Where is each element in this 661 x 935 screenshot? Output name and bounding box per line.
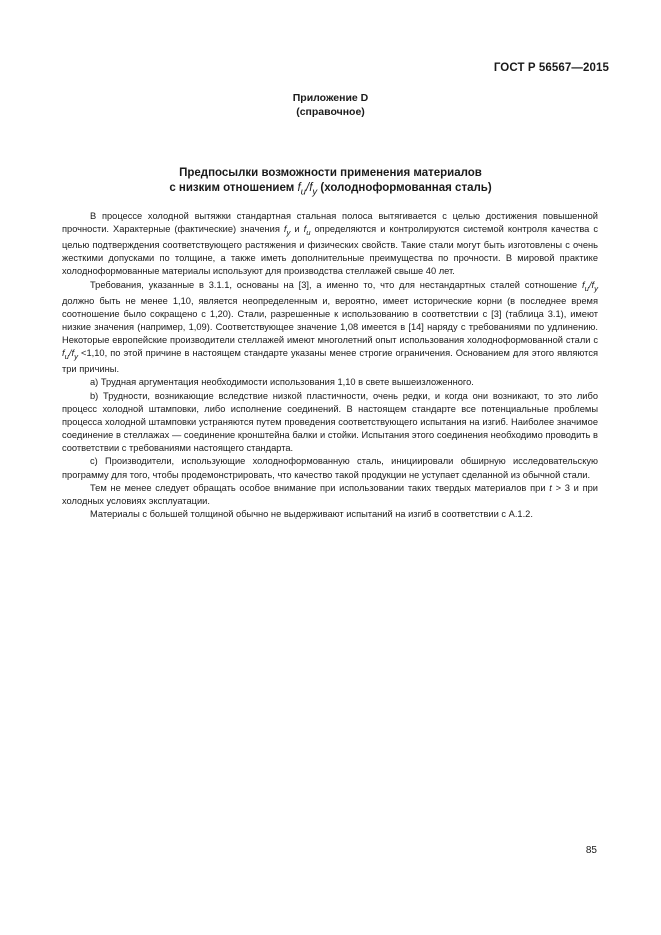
section-title-line2 [0, 181, 661, 200]
section-title-line1: Предпосылки возможности применения материалов [179, 167, 482, 179]
paragraph-item-c: c) Производители, использующие холодноформованную сталь, инициировали обширную исследовательскую программу для того, чтобы продемонстрировать, что качество такой продукции не уступает сделанной из обычной стали. [62, 456, 598, 480]
paragraph-7: Материалы с большей толщиной обычно не выдерживают испытаний на изгиб в соответствии с А.1.2. [90, 509, 533, 520]
appendix-subtitle: (справочное) [296, 106, 365, 118]
section-title [0, 166, 661, 199]
ratio-fy: $f_y$ [309, 181, 318, 197]
section-title-suffix: (холоднoформованная сталь) [317, 181, 492, 194]
document-id: ГОСТ Р 56567—2015 [493, 62, 609, 74]
paragraph-2: Требования, указанные в 3.1.1, основаны на [3], а именно то, что для нестандартных сталей сотношение $f_u/f_y$ должно быть не менее 1,10, является неопределенным и, вероятно, имеет исторические корни (в последнее время соотношение было сокращено с 1,20). Стали, разрешенные к использованию в соответствии с [3] (таблица 3.1), имеют низкие значения (например, 1,09). Соответствующее значение 1,08 имеется в [14] наряду с требованиями по удлинению. Некоторые европейские производители стеллажей имеют многолетний опыт использования холодноформованной стали с $f_u/f_y <1,10$, по этой причине в настоящем стандарте указаны менее строгие ограничения. Основанием для этого являются три причины. [62, 279, 598, 375]
appendix-heading [0, 91, 661, 119]
paragraph-item-a: a) Трудная аргументация необходимости использования 1,10 в свете вышеизложенного. [90, 377, 474, 388]
section-title-prefix: с низким отношением [169, 181, 298, 194]
paragraph-1: В процессе холодной вытяжки стандартная стальная полоса вытягивается с целью достижения повышенной прочности. Характерные (фактические) значения $f_y$ и $f_u$ определяются и контролируются системой контроля качества с целью подтверждения соответствующего растяжения и физических свойств. Такие стали могут быть изготовлены с очень жесткими допусками по толщине, а также иметь дополнительные преимущества по прочности. В мировой практике холодноформованные материалы используют для производства стеллажей свыше 40 лет. [62, 211, 598, 277]
ratio-fu: $f_u$ [297, 181, 306, 197]
page-number: 85 [585, 845, 597, 856]
ratio-slash: / [305, 181, 310, 194]
paragraph-item-b: b) Трудности, возникающие вследствие низкой пластичности, очень редки, и когда они возникают, то это либо процесс холодной штамповки, либо исполнение соединений. В настоящем стандарте все потенциальные проблемы процесса холодной штамповки устраняются путем проведения соответствующего испытания на изгиб. Наиболее значимое соединение в стеллажах — соединение кронштейна балки и стойки. Испытания этого соединения необходимо проводить в соответствии с требованиями настоящего стандарта. [62, 390, 598, 454]
paragraph-6: Тем не менее следует обращать особое внимание при использовании таких твердых материалов при t > 3 и при холодных условиях эксплуатации. [62, 482, 598, 506]
document-body [62, 210, 598, 521]
appendix-title: Приложение D [292, 92, 369, 104]
